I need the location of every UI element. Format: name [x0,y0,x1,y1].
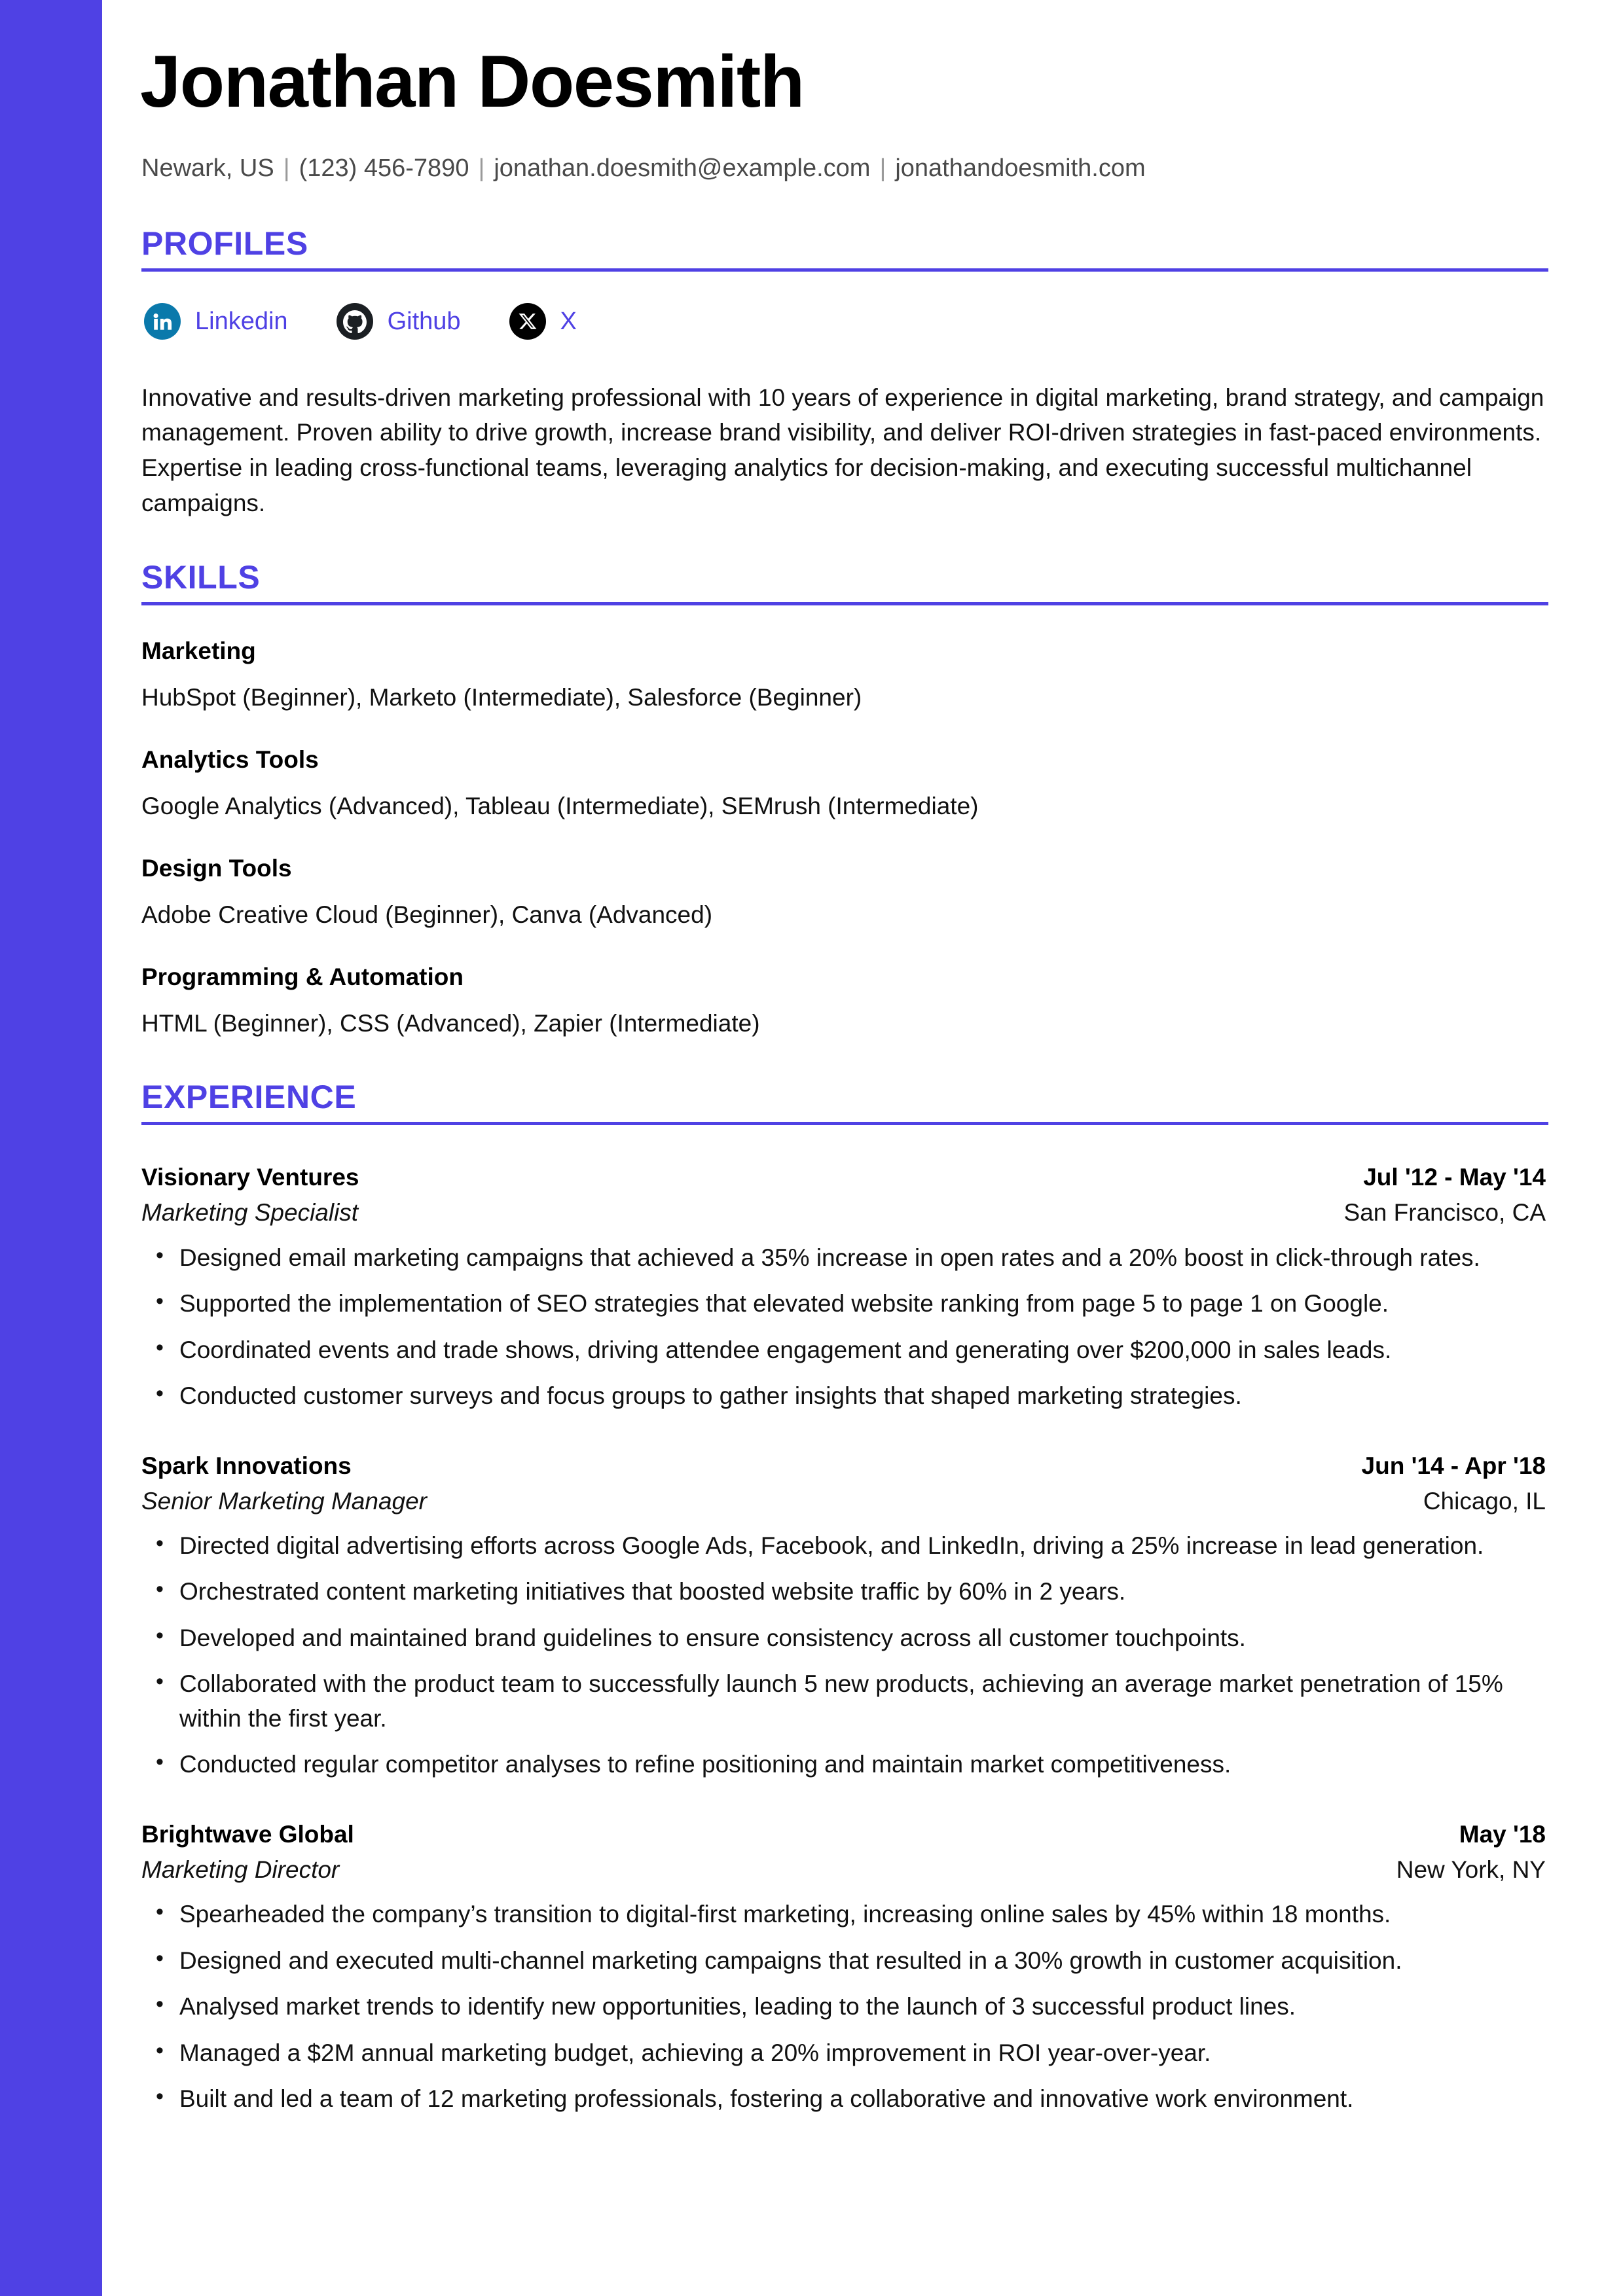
experience-entry-header [141,1162,1546,1193]
experience-entry [139,1162,1546,1413]
sidebar-accent-bar [0,0,102,2296]
job-location: Chicago, IL [1423,1487,1546,1515]
section-skills [139,561,1546,605]
experience-entry-subheader [141,1854,1546,1886]
section-rule [141,1122,1548,1125]
section-rule [141,268,1548,272]
skill-group [139,636,1546,714]
job-title: Senior Marketing Manager [141,1487,427,1515]
section-profiles [139,224,1546,272]
job-location: San Francisco, CA [1343,1199,1546,1227]
linkedin-icon [144,303,181,340]
section-title-experience: EXPERIENCE [141,1079,357,1116]
experience-entry-header [141,1819,1546,1850]
company-name: Brightwave Global [141,1821,354,1848]
contact-separator: | [283,154,290,183]
skill-category-label: Analytics Tools [141,746,319,774]
list-item: • Managed a $2M annual marketing budget, achieving a 20% improvement in ROI year-over-year. [141,2036,1548,2071]
job-location: New York, NY [1396,1856,1546,1884]
section-title-skills: SKILLS [141,559,261,596]
company-name: Visionary Ventures [141,1164,359,1191]
profile-link-linkedin[interactable] [144,303,288,340]
profiles-list [139,303,1546,340]
skill-category-label: Marketing [141,637,256,665]
list-item: • Collaborated with the product team to successfully launch 5 new products, achieving an average market penetration of 15% within the first year. [141,1667,1548,1736]
page-title: Jonathan Doesmith [140,41,804,122]
skill-group [139,853,1546,931]
profile-link-github[interactable] [337,303,461,340]
list-item: • Directed digital advertising efforts across Google Ads, Facebook, and LinkedIn, driving a 25% increase in lead generation. [141,1529,1548,1564]
section-title-profiles: PROFILES [141,224,308,262]
section-experience [139,1081,1546,1125]
contact-line [139,151,1546,186]
skill-category-label: Programming & Automation [141,963,464,991]
list-item: • Analysed market trends to identify new opportunities, leading to the launch of 3 successful product lines. [141,1990,1548,2024]
contact-email[interactable]: jonathan.doesmith@example.com [494,154,871,183]
list-item: • Designed and executed multi-channel marketing campaigns that resulted in a 30% growth in customer acquisition. [141,1944,1548,1979]
profile-label-linkedin: Linkedin [195,307,288,335]
professional-summary: Innovative and results-driven marketing professional with 10 years of experience in digital marketing, brand strategy, and campaign management. Proven ability to drive growth, increase brand visibility, and deliver ROI-driven strategies in fast-paced environments. Expertise in leading cross-functional teams, leveraging analytics for decision-making, and executing successful multichannel campaigns. [141,384,1544,516]
experience-entry-subheader [141,1197,1546,1229]
experience-entry [139,1450,1546,1782]
job-title: Marketing Specialist [141,1199,359,1227]
skill-values: Adobe Creative Cloud (Beginner), Canva (Advanced) [141,901,713,929]
x-icon [509,303,546,340]
list-item: • Spearheaded the company’s transition to digital-first marketing, increasing online sales by 45% within 18 months. [141,1897,1548,1932]
skill-category-label: Design Tools [141,855,292,882]
skill-group [139,961,1546,1040]
experience-entry-subheader [141,1486,1546,1517]
skill-values: HTML (Beginner), CSS (Advanced), Zapier (Intermediate) [141,1010,760,1037]
responsibility-list [141,1897,1548,2117]
skill-group [139,744,1546,823]
github-icon [337,303,373,340]
list-item: • Built and led a team of 12 marketing professionals, fostering a collaborative and innovative work environment. [141,2082,1548,2117]
contact-separator: | [478,154,485,183]
responsibility-list [141,1529,1548,1782]
list-item: • Coordinated events and trade shows, driving attendee engagement and generating over $200,000 in sales leads. [141,1333,1548,1368]
profile-label-github: Github [387,307,461,335]
experience-entry-header [141,1450,1546,1482]
list-item: • Designed email marketing campaigns that achieved a 35% increase in open rates and a 20% boost in click-through rates. [141,1241,1548,1276]
list-item: • Orchestrated content marketing initiatives that boosted website traffic by 60% in 2 years. [141,1575,1548,1609]
resume-content [102,0,1623,2296]
employment-dates: May '18 [1459,1821,1546,1848]
skill-values: Google Analytics (Advanced), Tableau (Intermediate), SEMrush (Intermediate) [141,793,979,820]
list-item: • Developed and maintained brand guidelines to ensure consistency across all customer touchpoints. [141,1621,1548,1656]
job-title: Marketing Director [141,1856,340,1884]
experience-entry [139,1819,1546,2117]
list-item: • Conducted customer surveys and focus groups to gather insights that shaped marketing strategies. [141,1379,1548,1414]
contact-website[interactable]: jonathandoesmith.com [895,154,1146,183]
skill-values: HubSpot (Beginner), Marketo (Intermediate), Salesforce (Beginner) [141,684,862,711]
list-item: • Supported the implementation of SEO strategies that elevated website ranking from page 5 to page 1 on Google. [141,1287,1548,1321]
profile-label-x: X [560,307,577,335]
contact-phone[interactable]: (123) 456-7890 [299,154,469,183]
employment-dates: Jul '12 - May '14 [1363,1164,1546,1191]
section-rule [141,602,1548,605]
contact-separator: | [879,154,886,183]
responsibility-list [141,1241,1548,1414]
list-item: • Conducted regular competitor analyses to refine positioning and maintain market competitiveness. [141,1748,1548,1782]
profile-link-x[interactable] [509,303,577,340]
contact-location: Newark, US [141,154,274,183]
employment-dates: Jun '14 - Apr '18 [1361,1452,1546,1479]
company-name: Spark Innovations [141,1452,352,1479]
